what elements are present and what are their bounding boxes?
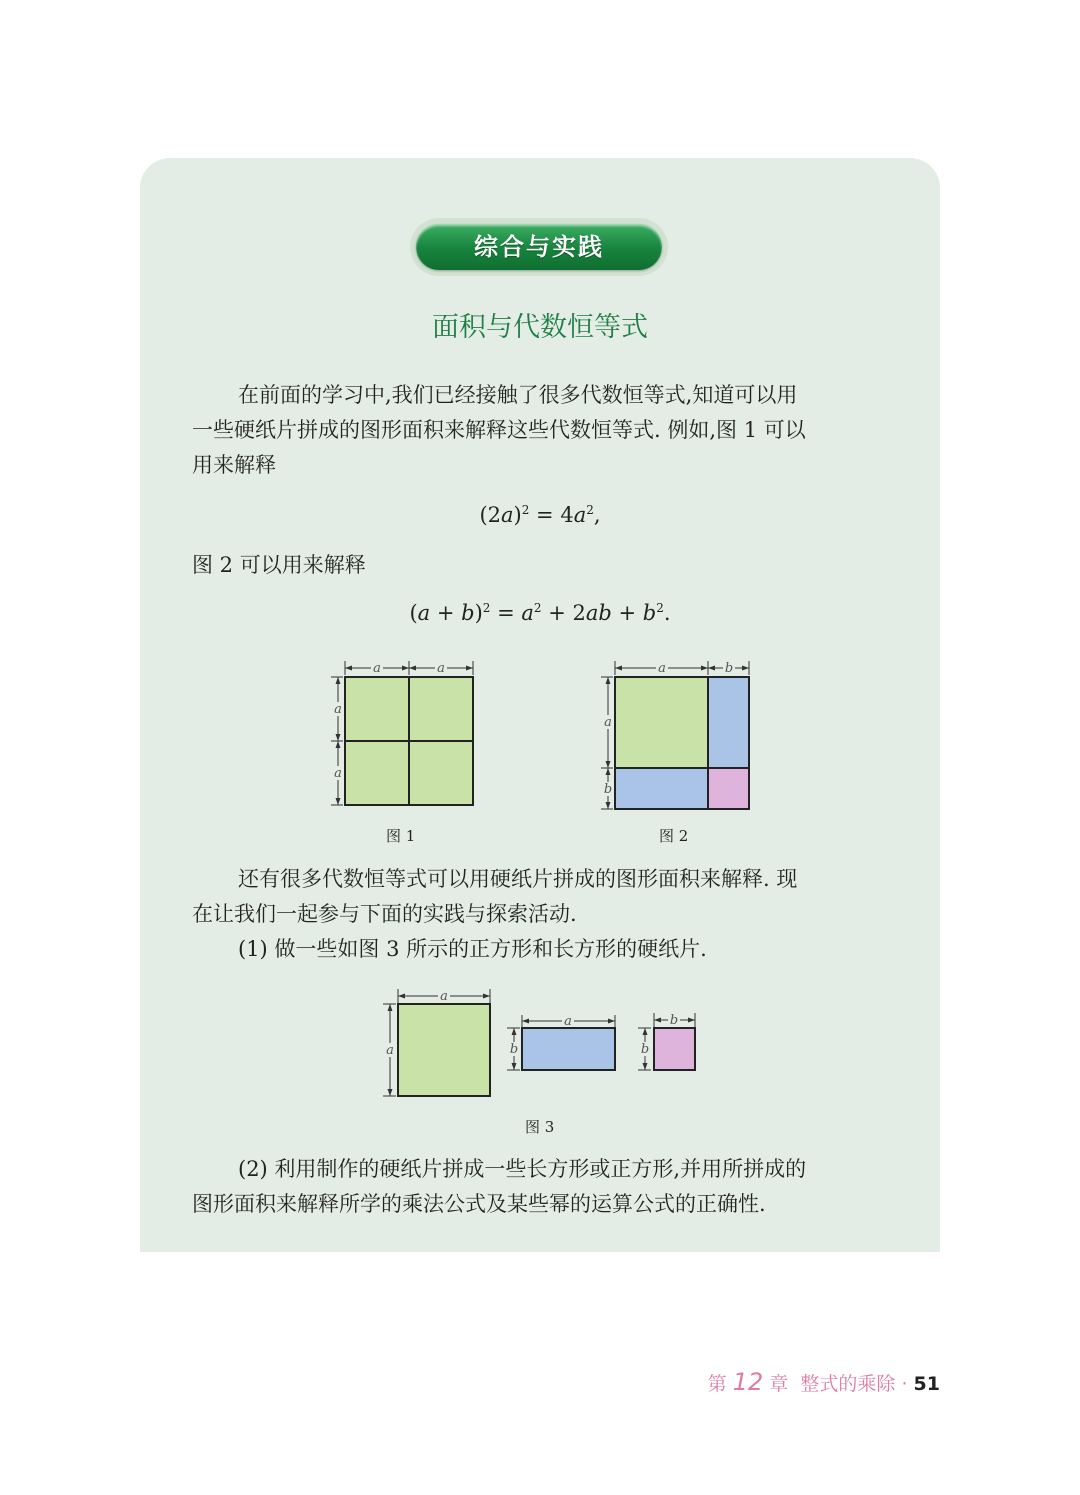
section-banner-title: 综合与实践 — [416, 224, 662, 270]
paragraph-fig2-intro: 图 2 可以用来解释 — [192, 553, 366, 577]
fig3-square-label-a-top: a — [440, 989, 448, 1004]
fig3-square-label-a-left: a — [386, 1043, 394, 1058]
footer-dot: · — [895, 1373, 914, 1395]
figure-2-caption: 图 2 — [659, 827, 689, 845]
figure-2 — [595, 655, 760, 815]
footer-chapter-title: 整式的乘除 — [800, 1373, 896, 1395]
paragraph-step-1: (1) 做一些如图 3 所示的正方形和长方形的硬纸片. — [238, 937, 707, 961]
lesson-title: 面积与代数恒等式 — [432, 312, 648, 343]
section-banner — [410, 218, 668, 276]
fig3-rect-label-a-top: a — [564, 1014, 572, 1029]
formula-2: $(a + b)^2 = a^2 + 2ab + b^2$. — [409, 601, 671, 625]
footer-chapter-number: 12 — [732, 1368, 764, 1396]
footer-chapter-prefix: 第 — [707, 1373, 733, 1395]
page-footer — [0, 1368, 940, 1396]
paragraph-step-2-2: 图形面积来解释所学的乘法公式及某些幂的运算公式的正确性. — [192, 1192, 766, 1216]
paragraph-intro-2: 一些硬纸片拼成的图形面积来解释这些代数恒等式. 例如,图 1 可以 — [192, 418, 806, 442]
fig1-label-a-top-right: a — [437, 661, 445, 676]
formula-1: $(2a)^2 = 4a^2$, — [479, 503, 601, 527]
fig1-label-a-top-left: a — [373, 661, 381, 676]
fig1-label-a-left-bottom: a — [334, 766, 342, 781]
footer-chapter-suffix: 章 — [763, 1373, 789, 1395]
paragraph-intro-1: 在前面的学习中,我们已经接触了很多代数恒等式,知道可以用 — [238, 383, 798, 407]
paragraph-more-2: 在让我们一起参与下面的实践与探索活动. — [192, 902, 577, 926]
page-number: 51 — [913, 1373, 940, 1395]
paragraph-intro-3: 用来解释 — [192, 453, 276, 477]
paragraph-more-1: 还有很多代数恒等式可以用硬纸片拼成的图形面积来解释. 现 — [238, 867, 798, 891]
fig2-label-b-top: b — [724, 661, 734, 676]
fig2-label-b-left: b — [603, 782, 613, 797]
fig2-label-a-top: a — [658, 661, 666, 676]
figure-1 — [325, 655, 485, 815]
figure-3 — [375, 985, 705, 1100]
figure-3-caption: 图 3 — [525, 1118, 555, 1136]
fig3-small-label-b-top: b — [669, 1013, 679, 1028]
fig3-small-label-b-left: b — [640, 1042, 650, 1057]
fig3-rect-label-b-left: b — [509, 1042, 519, 1057]
fig1-label-a-left-top: a — [334, 702, 342, 717]
figure-1-caption: 图 1 — [386, 827, 416, 845]
fig2-label-a-left: a — [604, 715, 612, 730]
paragraph-step-2-1: (2) 利用制作的硬纸片拼成一些长方形或正方形,并用所拼成的 — [238, 1157, 807, 1181]
